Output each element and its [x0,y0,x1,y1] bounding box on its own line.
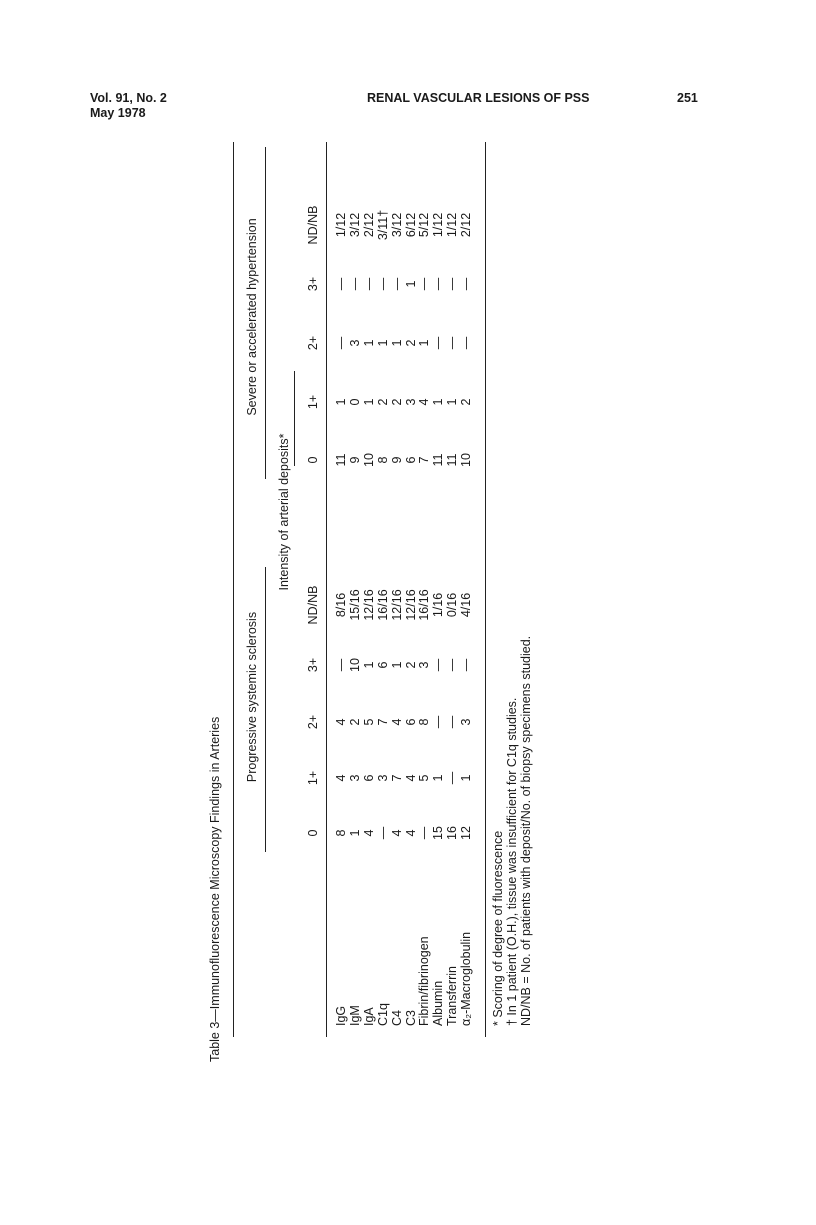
table-cell: — [459,277,474,291]
row-label: Albumin [431,980,446,1026]
table-cell: 1/12 [445,212,460,238]
table-cell: 4/16 [459,592,474,618]
column-header: 1+ [306,770,320,786]
table-cell: 1 [431,774,446,782]
table-cell: 9 [389,456,404,464]
page-number: 251 [677,91,698,105]
table-cell: 1 [403,280,418,288]
table-cell: 1/12 [431,212,446,238]
column-header: 3+ [306,657,320,673]
table-cell: 11 [334,453,348,467]
bottom-rule [485,142,486,1037]
table-cell: 2 [347,718,362,726]
table-cell: 2/12 [459,212,474,238]
table-cell: — [334,277,348,291]
table-cell: — [417,277,432,291]
table-cell: — [431,277,446,291]
table-cell: — [459,336,474,350]
table-cell: 4 [361,829,376,837]
table-cell: 4 [417,398,432,406]
row-label: C1q [375,1003,390,1026]
column-header: 0 [306,456,320,464]
table-cell: 1 [375,339,390,347]
intensity-subheader: Intensity of arterial deposits* [277,433,291,591]
row-label: IgM [347,1005,362,1026]
column-header: 1+ [306,394,320,410]
table-cell: 1 [417,339,432,347]
column-header: ND/NB [306,205,320,245]
table-cell: 3 [347,774,362,782]
table-cell: — [459,658,474,672]
table-cell: 4 [389,829,404,837]
header-rule [326,142,327,1037]
table-cell: 1/12 [334,212,348,238]
table-cell: 5/12 [417,212,432,238]
table-cell: — [445,715,460,729]
footnote: * Scoring of degree of fluorescence [491,830,505,1026]
table-cell: 7 [389,774,404,782]
table-cell: 1 [361,398,376,406]
table-cell: 3 [347,339,362,347]
table-cell: 1/16 [431,592,446,618]
table-cell: 6 [403,718,418,726]
table-cell: 4 [403,774,418,782]
table-cell: 1 [361,339,376,347]
table-cell: — [347,277,362,291]
table-cell: — [375,826,390,840]
table-cell: 1 [459,774,474,782]
table-cell: — [445,336,460,350]
table-cell: 3/12 [347,212,362,238]
table-cell: 6/12 [403,212,418,238]
row-label: Fibrin/fibrinogen [417,936,432,1026]
table-cell: 3/12 [389,212,404,238]
table-cell: 1 [334,398,348,406]
table-cell: 10 [361,453,376,467]
table-cell: 1 [431,398,446,406]
table-cell: 16/16 [417,589,432,621]
table-cell: 9 [347,456,362,464]
table-cell: 8 [375,456,390,464]
table-cell: 5 [361,718,376,726]
footnote: ND/NB = No. of patients with deposit/No. of biopsy specimens studied. [519,635,533,1026]
group-header-hypertension: Severe or accelerated hypertension [245,218,259,416]
table-cell: 5 [417,774,432,782]
table-cell: 7 [375,718,390,726]
table-caption: Table 3—Immunofluorescence Microscopy Findings in Arteries [208,716,222,1062]
table-cell: 8/16 [334,592,348,618]
table-cell: 6 [361,774,376,782]
table-cell: — [431,336,446,350]
row-label: C3 [403,1010,418,1026]
running-title: RENAL VASCULAR LESIONS OF PSS [367,91,590,105]
table-cell: 3/11† [375,209,390,241]
row-label: α₂-Macroglobulin [459,931,474,1026]
table-cell: — [361,277,376,291]
table-cell: — [431,715,446,729]
table-cell: — [334,336,348,350]
table-cell: 12 [459,826,474,840]
table-cell: 1 [347,829,362,837]
table-cell: 2 [389,398,404,406]
table-cell: 0/16 [445,592,460,618]
table-cell: 3 [403,398,418,406]
column-header: 0 [306,829,320,837]
table-cell: 12/16 [389,589,404,621]
table-cell: 16 [445,826,460,840]
group-rule-hypertension [265,147,266,479]
journal-volume [90,91,167,121]
table-cell: 2 [375,398,390,406]
row-label: IgA [361,1007,376,1026]
table-cell: 4 [334,774,348,782]
table-cell: 8 [417,718,432,726]
table-cell: 1 [389,661,404,669]
table-cell: 2 [403,339,418,347]
issue-date: May 1978 [90,106,146,120]
table-cell: 4 [403,829,418,837]
table-cell: 8 [334,829,348,837]
table-cell: — [389,277,404,291]
table-cell: 11 [431,453,446,467]
table-cell: 10 [347,658,362,672]
footnote: † In 1 patient (O.H.), tissue was insufficient for C1q studies. [505,697,519,1026]
table-cell: 12/16 [361,589,376,621]
table-cell: 6 [375,661,390,669]
table-cell: — [445,658,460,672]
group-header-pss: Progressive systemic sclerosis [245,611,259,783]
table-cell: 10 [459,453,474,467]
row-label: Transferrin [445,966,460,1026]
table-cell: — [375,277,390,291]
table-cell: 3 [459,718,474,726]
table-cell: 1 [389,339,404,347]
table-cell: — [445,277,460,291]
table-cell: 3 [375,774,390,782]
table-cell: 2 [459,398,474,406]
rotated-table [205,142,533,1062]
group-rule-pss [265,567,266,852]
table-cell: 16/16 [375,589,390,621]
column-header: 2+ [306,335,320,351]
table-cell: 4 [389,718,404,726]
table-cell: 2/12 [361,212,376,238]
table-cell: 15 [431,826,446,840]
table-cell: 11 [445,453,460,467]
column-header: ND/NB [306,585,320,625]
table-cell: 12/16 [403,589,418,621]
table-cell: 3 [417,661,432,669]
subheader-rule [294,371,295,466]
table-cell: — [417,826,432,840]
table-cell: 2 [403,661,418,669]
table-cell: 4 [334,718,348,726]
volume-issue: Vol. 91, No. 2 [90,91,167,105]
table-cell: 6 [403,456,418,464]
table-cell: 0 [347,398,362,406]
column-header: 2+ [306,714,320,730]
table-cell: 15/16 [347,589,362,621]
top-rule [233,142,234,1037]
column-header: 3+ [306,276,320,292]
row-label: C4 [389,1010,404,1026]
table-cell: 1 [445,398,460,406]
table-cell: 7 [417,456,432,464]
table-cell: 1 [361,661,376,669]
row-label: IgG [334,1005,348,1026]
table-cell: — [445,771,460,785]
table-cell: — [334,658,348,672]
table-cell: — [431,658,446,672]
